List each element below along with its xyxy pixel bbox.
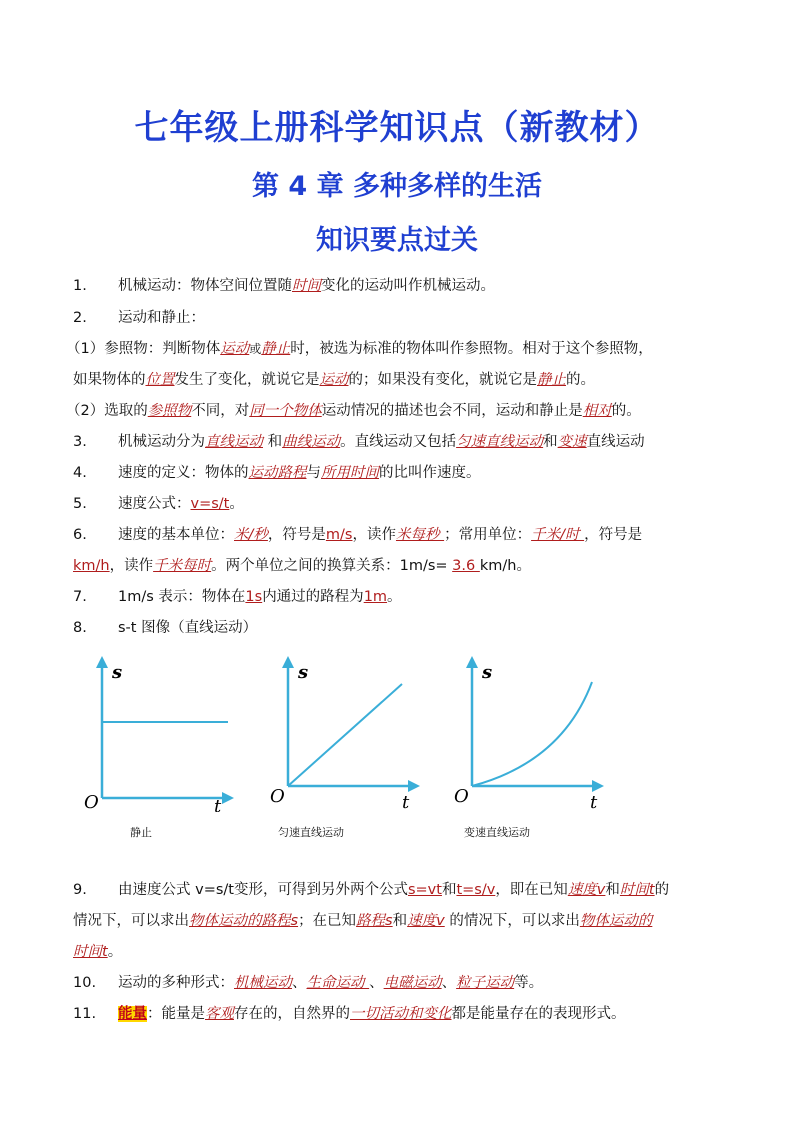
point-2-1-cont: 如果物体的位置发生了变化，就说它是运动的；如果没有变化，就说它是静止的。 [73,372,595,388]
answer-blank: 曲线运动 [282,434,341,450]
point-4: 4. 速度的定义：物体的运动路程与所用时间的比叫作速度。 [73,465,481,481]
point-6: 6. 速度的基本单位：米/秒，符号是m/s，读作米每秒 ；常用单位：千米/时 ，符号是 [73,527,643,543]
st-graph-variable [452,652,622,812]
axis-s-label: s [482,662,493,683]
st-graph-static [82,652,252,812]
answer-blank: 同一个物体 [249,403,322,419]
answer-blank: 时间t [619,882,655,898]
point-9: 9. 由速度公式 v=s/t变形，可得到另外两个公式s=vt和t=s/v，即在已知速度v和时间t的 [73,882,670,898]
caption-uniform: 匀速直线运动 [278,826,344,839]
item-number: 7. [73,589,87,605]
answer-blank: 机械运动 [234,975,292,991]
axis-s-label: s [112,662,123,683]
point-1: 1. 机械运动：物体空间位置随时间变化的运动叫作机械运动。 [73,278,495,294]
point-8: 8. s-t 图像（直线运动） [73,620,258,636]
accelerating-curve [472,682,592,786]
answer-blank: 3.6 [452,558,480,574]
point-10: 10. 运动的多种形式：机械运动、生命运动 、电磁运动、粒子运动等。 [73,975,544,991]
item-number: 4. [73,465,87,481]
answer-blank: 速度v [567,882,606,898]
point-2: 2. 运动和静止： [73,310,205,326]
item-number: 11. [73,1006,97,1022]
answer-blank: 米每秒 [395,527,445,543]
answer-blank: m/s [325,527,353,543]
caption-static: 静止 [130,826,152,839]
axis-s-label: s [298,662,309,683]
answer-blank: 粒子运动 [456,975,515,991]
answer-blank: 相对 [582,403,612,419]
answer-blank: 物体运动的路程s [189,913,299,929]
item-number: 9. [73,882,87,898]
answer-blank: 直线运动 [205,434,263,450]
point-2-1: （1）参照物：判断物体运动或静止时，被选为标准的物体叫作参照物。相对于这个参照物， [66,341,653,357]
answer-blank: 千米每时 [153,558,212,574]
item-number: 8. [73,620,87,636]
answer-blank: 时间 [292,278,321,294]
answer-blank: 变速 [557,434,587,450]
answer-blank: 千米/时 [531,527,585,543]
answer-blank: t=s/v [456,882,496,898]
answer-blank: km/h [73,558,110,574]
answer-blank: s=vt [407,882,442,898]
answer-blank: 时间t [73,944,108,960]
item-number: 2. [73,310,87,326]
item-number: 1. [73,278,87,294]
answer-blank: 生命运动 [306,975,370,991]
answer-blank: 米/秒 [234,527,268,543]
point-2-2: （2）选取的参照物不同，对同一个物体运动情况的描述也会不同，运动和静止是相对的。 [66,403,641,419]
section-heading: 知识要点过关 [316,225,478,256]
item-number: 6. [73,527,87,543]
answer-blank: 参照物 [147,403,192,419]
answer-blank: 一切活动和变化 [350,1006,452,1022]
point-9-cont2: 时间t。 [73,944,123,960]
item-number: 3. [73,434,87,450]
answer-blank: 位置 [145,372,175,388]
answer-blank: 物体运动的 [579,913,653,929]
answer-blank: 所用时间 [321,465,379,481]
origin-label: O [270,786,285,807]
st-graph-uniform [268,652,438,812]
answer-blank: 运动 [319,372,349,388]
origin-label: O [84,792,99,812]
answer-blank: v=s/t [190,496,230,512]
document-title: 七年级上册科学知识点（新教材） [134,108,660,148]
answer-blank: 1s [245,589,263,605]
answer-blank: 静止 [261,341,291,357]
point-11: 11. 能量：能量是客观存在的，自然界的一切活动和变化都是能量存在的表现形式。 [73,1006,626,1022]
caption-variable: 变速直线运动 [464,826,530,839]
point-7: 7. 1m/s 表示：物体在1s内通过的路程为1m。 [73,589,402,605]
answer-blank: 路程s [356,913,393,929]
answer-blank: 客观 [205,1006,234,1022]
answer-blank: 速度v [407,913,445,929]
origin-label: O [454,786,469,807]
axis-t-label: t [402,792,410,812]
chapter-heading: 第 4 章 多种多样的生活 [252,171,542,202]
answer-blank: 电磁运动 [383,975,442,991]
answer-blank: 运动 [220,341,250,357]
item-number: 10. [73,975,97,991]
highlighted-term: 能量 [118,1006,147,1022]
answer-blank: 匀速直线运动 [456,434,544,450]
axis-t-label: t [590,792,598,812]
point-3: 3. 机械运动分为直线运动 和曲线运动。直线运动又包括匀速直线运动和变速直线运动 [73,434,645,450]
item-number: 5. [73,496,87,512]
point-9-cont: 情况下，可以求出物体运动的路程s；在已知路程s和速度v 的情况下，可以求出物体运动的 [73,913,653,929]
answer-blank: 1m [363,589,388,605]
point-5: 5. 速度公式：v=s/t。 [73,496,244,512]
uniform-line [288,684,402,786]
axis-t-label: t [214,796,222,812]
answer-blank: 静止 [537,372,566,388]
point-6-cont: km/h，读作千米每时。两个单位之间的换算关系：1m/s= 3.6 km/h。 [73,558,531,574]
answer-blank: 运动路程 [248,465,307,481]
